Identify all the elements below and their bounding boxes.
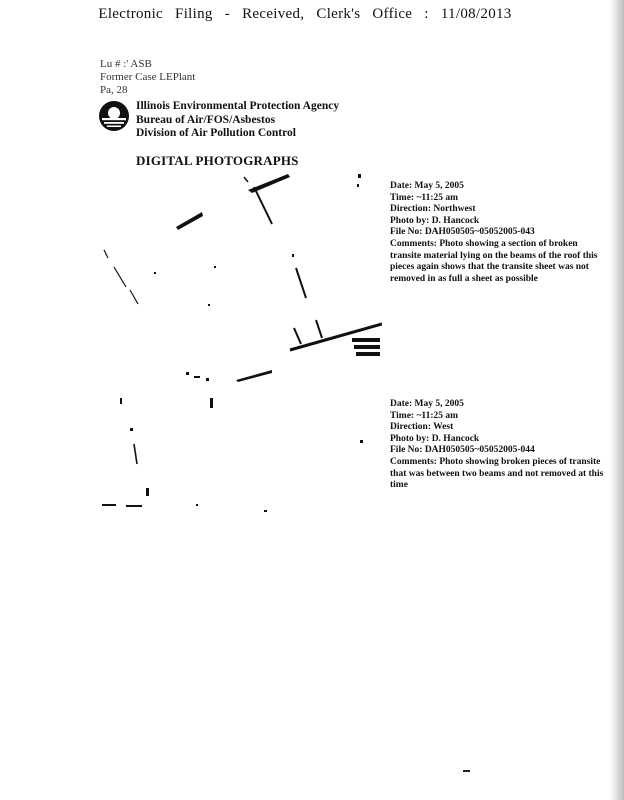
photo-2-file-number: File No: DAH050505~05052005-044 bbox=[390, 445, 535, 456]
scan-edge-shadow bbox=[610, 0, 624, 800]
photo-2-time: Time: ~11:25 am bbox=[390, 410, 459, 421]
photo-2-image bbox=[96, 392, 382, 522]
photo-2-caption bbox=[390, 399, 610, 492]
photo-2-direction: Direction: West bbox=[390, 422, 454, 433]
epa-seal-icon bbox=[98, 100, 130, 132]
photo-1-date: Date: May 5, 2005 bbox=[390, 181, 464, 191]
photo-2-comments: Comments: Photo showing broken pieces of transite that was between two beams and not removed at this time bbox=[390, 456, 604, 491]
agency-division: Division of Air Pollution Control bbox=[136, 127, 296, 139]
photo-1-comments: Comments: Photo showing a section of broken transite material lying on the beams of the roof this pieces again shows that the transite sheet was not removed in as full a sheet as possible bbox=[390, 238, 598, 284]
agency-name: Illinois Environmental Protection Agency bbox=[136, 100, 340, 112]
photo-1-photographer: Photo by: D. Hancock bbox=[390, 215, 480, 226]
case-reference-line-2: Former Case LEPlant bbox=[100, 71, 196, 83]
photo-2-photographer: Photo by: D. Hancock bbox=[390, 433, 480, 444]
case-reference-line-1: Lu # :' ASB bbox=[100, 58, 152, 70]
photo-1-direction: Direction: Northwest bbox=[390, 204, 476, 215]
photo-1-image bbox=[96, 172, 382, 386]
photo-1-file-number: File No: DAH050505~05052005-043 bbox=[390, 227, 535, 238]
agency-bureau: Bureau of Air/FOS/Asbestos bbox=[136, 113, 276, 126]
filing-stamp-header: Electronic Filing - Received, Clerk's Office : 11/08/2013 bbox=[98, 6, 512, 22]
document-title: DIGITAL PHOTOGRAPHS bbox=[136, 153, 299, 168]
photograph-1 bbox=[96, 172, 382, 386]
case-reference-line-3: Pa, 28 bbox=[100, 84, 128, 96]
photograph-2 bbox=[96, 392, 382, 522]
case-reference-block bbox=[100, 58, 195, 97]
photo-1-caption bbox=[390, 181, 610, 285]
stray-scan-mark bbox=[463, 770, 470, 772]
photo-2-date: Date: May 5, 2005 bbox=[390, 399, 464, 409]
photo-1-time: Time: ~11:25 am bbox=[390, 192, 459, 203]
